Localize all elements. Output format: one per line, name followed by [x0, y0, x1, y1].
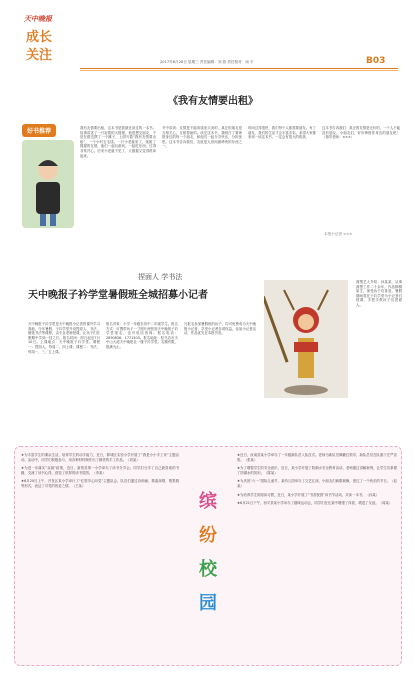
book-col-3: 时间过得很快，我们每个人都需要朋友。有了朋友，我们的生活才会丰富多彩。希望大家都来读一读这本书，一定会有很大的收获。 [248, 126, 316, 140]
book-col-2: 书中讲到：友情是不能用钱来买卖的，真正的朋友是互相关心、互相帮助的。读完这本书，我明白了要珍惜身边的每一个朋友，和他们一起分享快乐，分担忧愁。这本书告诉我们，友谊是人世间最珍贵的东西之一。 [162, 126, 242, 149]
campus-item: ★为丰富学生的课余生活，培养学生的动手能力，近日，驿城区实验小学开展了“我是小小手工家”主题活动。活动中，同学们积极参与，用各种材料制作出了精美的手工作品。（刘某） [21, 453, 179, 462]
book-caption: 本报小记者 ××× [324, 232, 353, 236]
page-number: B03 [366, 56, 386, 66]
date-line: 2017年6月28日 星期三 责任编辑：刘 燕 责任校对：雨 平 [160, 60, 254, 64]
section-title-2: 关注 [26, 48, 53, 63]
recruit-headline: 天中晚报子衿学堂暑假班全城招募小记者 [28, 290, 208, 301]
child-photo [22, 140, 74, 228]
campus-item: ★为了增强学生的安全意识，近日，某小学开展了防溺水安全教育活动。老师通过讲解案例，让学生们掌握了防溺水的知识。（陈某） [237, 466, 397, 475]
recruit-col-3: 凡报名参加暑假班的孩子，均可免费成为天中晚报小记者，享受小记者各项权益，参加小记者活动，作品优先在本报刊发。 [184, 322, 256, 336]
campus-title-char: 缤 [199, 491, 217, 512]
campus-item: ★6月20日上午，开发区某小学举行了“红领巾心向党”主题队会。队员们通过诗朗诵、歌曲演唱、情景剧等形式，表达了对党的热爱之情。（王某） [21, 479, 179, 488]
campus-title-char: 园 [199, 593, 217, 614]
book-col-4: 这本书告诉我们：真正的友情是无价的，一个人不能没有朋友。小朋友们，好好珍惜你身边的朋友吧！（指导老师：×××） [322, 126, 400, 140]
campus-right-col [237, 453, 397, 659]
paper-name: 天中晚报 [24, 14, 52, 23]
campus-item: ★为进一步落实“双减”政策，近日，新蔡县第一小学举办了读书分享会。同学们分享了自己最喜欢的书籍，交流了读书心得，营造了浓厚的读书氛围。（李某） [21, 466, 179, 475]
campus-title [191, 487, 225, 637]
dough-figure-photo [264, 280, 348, 398]
recruit-section [18, 262, 402, 440]
masthead [0, 0, 415, 86]
campus-title-char: 纷 [199, 525, 217, 546]
recruit-col-2: 报名对象：小学一年级至初中二年级学生。报名方式：可携带孩子一寸照片两张到天中晚报子衿学堂报名，也可电话咨询。报名电话：2890836、1771303。报名地址：驻马店市天中山大道天中晚报社一楼子衿学堂。名额有限，报满为止。 [106, 322, 178, 349]
campus-section [14, 446, 402, 666]
campus-item: ★6月21日下午，西平县某小学举办了趣味运动会，同学们在比赛中增强了体质，增进了友谊。（周某） [237, 501, 393, 506]
recruit-col-1: 天中晚报子衿学堂是天中晚报小记者的课外学习基地。今年暑假，子衿学堂开设捏面人、书法、硬笔书法等课程，由专业老师授课，让孩子们在假期中学到一技之长。报名时间：即日起至7月10日。上课地点：天中晚报子衿学堂。课程一：捏面人，每周二、四上课；课程二：书法，每周一、三、五上课。 [28, 322, 100, 354]
campus-item: ★近日，汝南县某小学举办了一年级新队员入队仪式。老师为新队员佩戴红领巾，新队员们在队旗下庄严宣誓。（张某） [237, 453, 397, 462]
book-title: 《我有友情要出租》 [168, 96, 258, 107]
campus-item: ★为培养学生的阅读习惯，近日，某小学开展了“书香校园”读书节活动，共读一本书。（孙某） [237, 492, 380, 497]
campus-left-col [21, 453, 179, 659]
book-col-1: 我有友情要出租，这本书是我最近读过的一本书。故事讲述了一只寂寞的大猩猩，他很想交朋友，于是在路边摆了一个摊子，上面写着“我有友情要出租”，一个小时五毛钱。一只小老鼠来了，她租了猩猩的友情，他们一起玩游戏、一起吃东西，过得非常开心。后来小老鼠不见了，大猩猩又变得孤单起来。 [80, 126, 156, 158]
campus-item: ★为庆祝“六一”国际儿童节，某幼儿园举办了文艺汇演，小朋友们载歌载舞，度过了一个快乐的节日。（赵某） [237, 479, 397, 488]
photo-caption: 面塑艺人介绍：孙某某，从事面塑工作二十余年，作品栩栩如生，深受孩子们喜爱。暑假期间将在子衿学堂为小记者们授课，手把手教孩子们捏面人。 [356, 280, 402, 307]
book-section [18, 86, 402, 258]
book-tag-label: 好书推荐 [27, 128, 52, 135]
section-title-1: 成长 [26, 30, 53, 45]
campus-title-char: 校 [199, 559, 217, 580]
recruit-kicker: 捏面人 学书法 [138, 273, 183, 281]
book-tag [22, 124, 56, 137]
